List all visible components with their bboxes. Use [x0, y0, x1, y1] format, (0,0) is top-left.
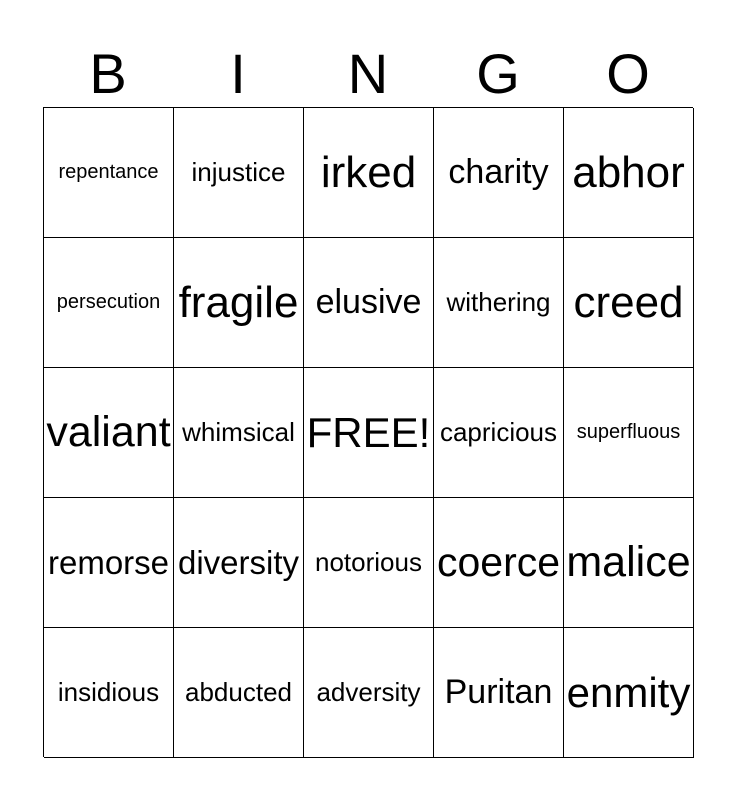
header-letter-o: O	[606, 42, 650, 105]
bingo-cell[interactable]	[44, 368, 174, 498]
bingo-cell[interactable]	[564, 238, 694, 368]
bingo-cell-word: whimsical	[182, 417, 295, 447]
bingo-cell[interactable]	[564, 108, 694, 238]
bingo-cell[interactable]	[44, 498, 174, 628]
bingo-cell[interactable]	[434, 628, 564, 758]
bingo-cell-word: diversity	[177, 543, 300, 581]
bingo-cell[interactable]	[434, 238, 564, 368]
bingo-cell-word: creed	[573, 277, 684, 327]
bingo-cell-word: injustice	[191, 157, 286, 187]
bingo-board	[43, 107, 693, 757]
bingo-cell-word: coerce	[436, 539, 561, 585]
bingo-cell[interactable]	[304, 628, 434, 758]
bingo-cell[interactable]	[174, 368, 304, 498]
bingo-cell-word: remorse	[47, 543, 170, 581]
bingo-cell-word: fragile	[178, 277, 299, 327]
bingo-cell-word: persecution	[56, 291, 161, 313]
bingo-cell-word: malice	[566, 538, 691, 586]
bingo-cell-word: Puritan	[444, 673, 553, 711]
bingo-cell[interactable]	[564, 628, 694, 758]
bingo-cell-word: insidious	[57, 677, 160, 707]
bingo-header	[43, 40, 693, 108]
bingo-cell[interactable]	[304, 368, 434, 498]
bingo-cell[interactable]	[434, 368, 564, 498]
bingo-cell[interactable]	[174, 238, 304, 368]
header-letter-g: G	[476, 42, 520, 105]
bingo-cell-word: notorious	[315, 547, 422, 577]
bingo-cell[interactable]	[564, 498, 694, 628]
bingo-cell[interactable]	[174, 628, 304, 758]
bingo-cell-word: elusive	[315, 283, 422, 321]
bingo-cell-word: charity	[448, 153, 549, 191]
bingo-cell[interactable]	[174, 108, 304, 238]
bingo-cell-word: adversity	[316, 677, 421, 707]
bingo-cell-word: withering	[446, 287, 551, 317]
header-letter-i: I	[230, 42, 246, 105]
bingo-cell[interactable]	[304, 498, 434, 628]
bingo-cell[interactable]	[304, 108, 434, 238]
header-letter-b: B	[89, 42, 127, 105]
bingo-cell-word: enmity	[566, 668, 691, 716]
bingo-cell[interactable]	[44, 628, 174, 758]
header-letter-n: N	[347, 42, 389, 105]
bingo-cell-word: superfluous	[576, 421, 681, 443]
bingo-cell[interactable]	[44, 238, 174, 368]
bingo-cell[interactable]	[174, 498, 304, 628]
bingo-cell[interactable]	[434, 108, 564, 238]
bingo-cell-word: repentance	[58, 161, 159, 183]
bingo-cell[interactable]	[304, 238, 434, 368]
bingo-cell-word: irked	[320, 147, 417, 197]
bingo-cell[interactable]	[44, 108, 174, 238]
bingo-cell-word: abducted	[185, 677, 292, 707]
bingo-cell[interactable]	[564, 368, 694, 498]
bingo-cell-word: abhor	[572, 147, 685, 197]
bingo-cell[interactable]	[434, 498, 564, 628]
bingo-cell-word: capricious	[439, 417, 558, 447]
bingo-cell-word: FREE!	[306, 408, 431, 456]
bingo-cell-word: valiant	[46, 408, 171, 456]
